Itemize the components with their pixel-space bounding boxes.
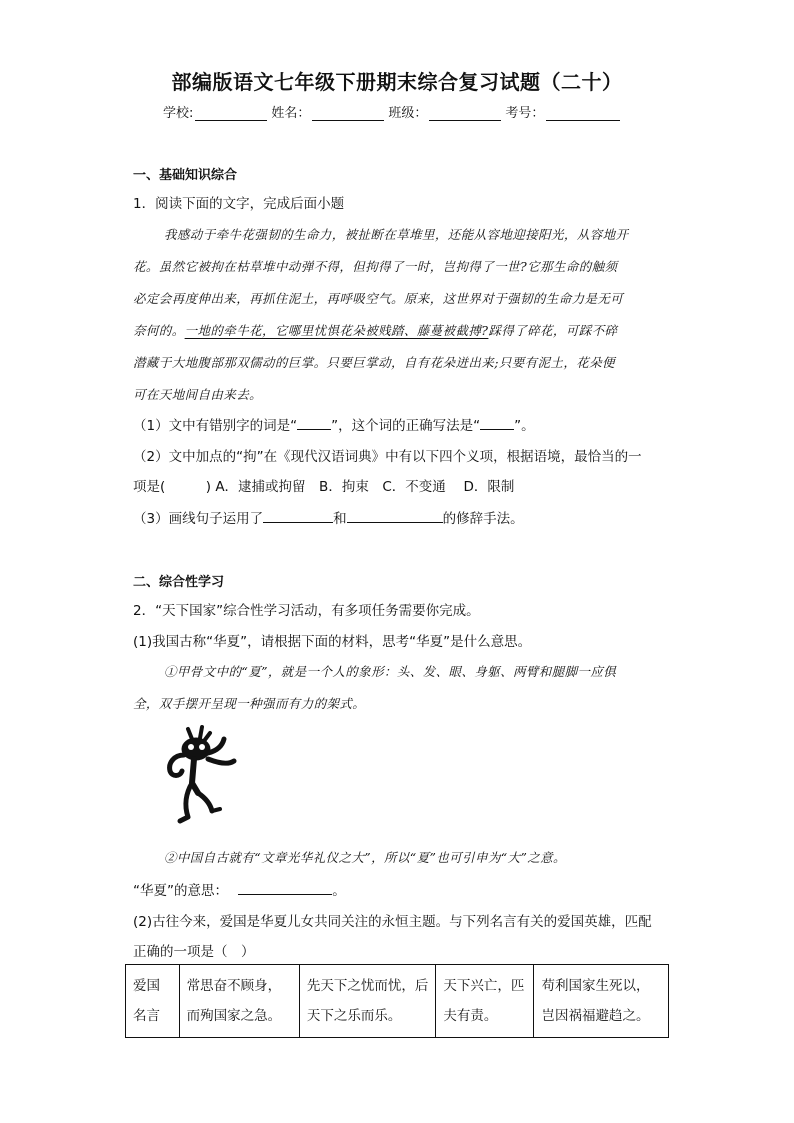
passage-text: 奈何的。 xyxy=(133,323,185,338)
name-label: 姓名： xyxy=(271,106,311,121)
table-cell: 先天下之忧而忧，后天下之乐而乐。 xyxy=(299,965,436,1038)
student-info-row xyxy=(163,102,624,121)
answer-blank[interactable] xyxy=(263,508,333,523)
material-line: 全，双手摆开呈现一种强而有力的架式。 xyxy=(133,696,366,711)
class-label: 班级： xyxy=(388,106,428,121)
question-2-sub-2-line: (2)古往今来，爱国是华夏儿女共同关注的永恒主题。与下列名言有关的爱国英雄，匹配 xyxy=(133,914,652,930)
passage-line: 可在天地间自由来去。 xyxy=(133,387,263,402)
question-1-stem: 1．阅读下面的文字，完成后面小题 xyxy=(133,196,345,212)
question-1-sub-1 xyxy=(133,414,535,434)
table-cell: 苟利国家生死以，岂因祸福避趋之。 xyxy=(534,965,669,1038)
class-blank[interactable] xyxy=(429,106,501,121)
section-heading-2: 二、综合性学习 xyxy=(133,575,225,590)
passage-line-with-underline xyxy=(133,321,617,339)
passage-line: 潜藏于大地腹部那双儒动的巨掌。只要巨掌动，自有花朵迸出来;只要有泥土，花朵便 xyxy=(133,355,615,370)
passage-line: 我感动于牵牛花强韧的生命力，被扯断在草堆里，还能从容地迎接阳光，从容地开 xyxy=(164,227,629,242)
question-2-stem: 2．“天下国家”综合性学习活动，有多项任务需要你完成。 xyxy=(133,603,480,619)
page-title: 部编版语文七年级下册期末综合复习试题（二十） xyxy=(171,70,623,94)
huaxia-meaning-row xyxy=(133,879,346,899)
sub1-text: （1）文中有错别字的词是“ xyxy=(133,418,298,434)
table-cell: 天下兴亡，匹夫有责。 xyxy=(436,965,534,1038)
underlined-sentence: 一地的牵牛花，它哪里忧惧花朵被贱踏、藤蔓被截搏? xyxy=(184,323,489,338)
answer-blank[interactable] xyxy=(238,880,332,895)
meaning-end: 。 xyxy=(332,883,346,899)
passage-text: 踩得了碎花，可踩不碎 xyxy=(488,323,618,338)
oracle-bone-xia-glyph xyxy=(158,725,242,829)
exam-number-label: 考号： xyxy=(505,106,545,121)
patriotic-quotes-table xyxy=(125,964,669,1038)
answer-blank[interactable] xyxy=(297,415,331,430)
sub3-text: 和 xyxy=(333,511,347,527)
question-2-sub-1: (1)我国古称“华夏”，请根据下面的材料，思考“华夏”是什么意思。 xyxy=(133,634,532,650)
meaning-label: “华夏”的意思： xyxy=(133,883,228,899)
school-label: 学校: xyxy=(163,106,194,121)
sub3-text: 的修辞手法。 xyxy=(442,511,524,527)
question-1-sub-3 xyxy=(133,507,524,527)
school-blank[interactable] xyxy=(195,106,267,121)
material-line: ②中国自古就有“文章光华礼仪之大”，所以“夏”也可引申为“大”之意。 xyxy=(164,850,566,865)
passage-line: 花。虽然它被拘在枯草堆中动弹不得，但拘得了一时，岂拘得了一世?它那生命的触须 xyxy=(133,259,618,274)
passage-line: 必定会再度伸出来，再抓住泥土，再呼吸空气。原来，这世界对于强韧的生命力是无可 xyxy=(133,291,624,306)
sub1-text: ”，这个词的正确写法是“ xyxy=(331,418,481,434)
table-row xyxy=(126,965,669,1038)
exam-number-blank[interactable] xyxy=(546,106,620,121)
answer-blank[interactable] xyxy=(480,415,514,430)
table-cell: 常思奋不顾身，而殉国家之急。 xyxy=(179,965,299,1038)
answer-blank[interactable] xyxy=(347,508,443,523)
section-heading-1: 一、基础知识综合 xyxy=(133,168,238,183)
question-1-sub-2-line: （2）文中加点的“拘”在《现代汉语词典》中有以下四个义项，根据语境，最恰当的一 xyxy=(133,449,642,465)
name-blank[interactable] xyxy=(312,106,384,121)
question-1-sub-2-line: 项是( ) A．逮捕或拘留 B．拘束 C．不变通 D．限制 xyxy=(133,479,515,495)
question-2-sub-2-line: 正确的一项是（ ） xyxy=(133,944,255,960)
table-row-header: 爱国名言 xyxy=(126,965,180,1038)
sub1-text: ”。 xyxy=(514,418,535,434)
material-line: ①甲骨文中的“夏”，就是一个人的象形：头、发、眼、身躯、两臂和腿脚一应俱 xyxy=(164,664,617,679)
sub3-text: （3）画线句子运用了 xyxy=(133,511,264,527)
